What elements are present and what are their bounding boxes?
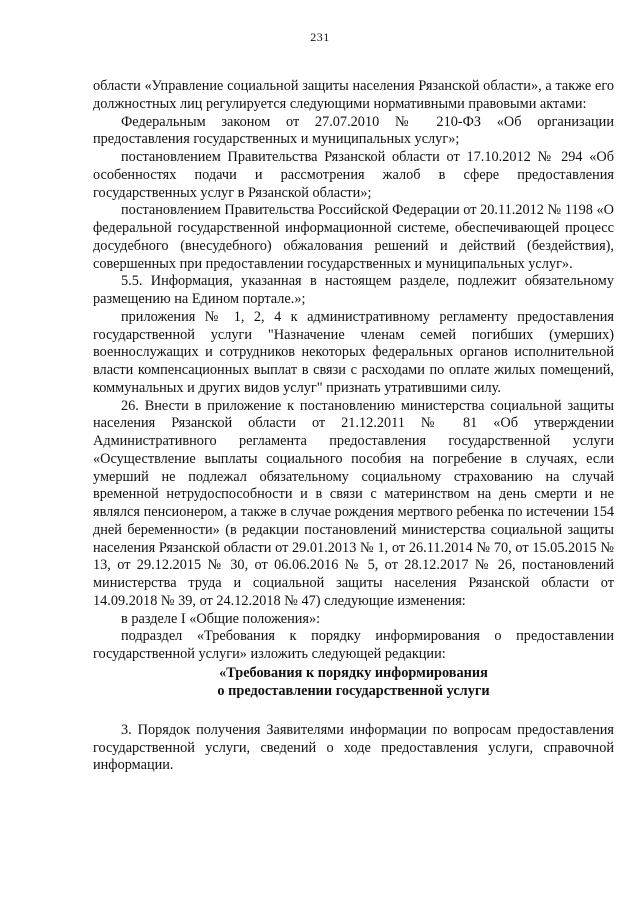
section-heading-line-2: о предоставлении государственной услуги — [217, 682, 490, 699]
paragraph-item-3: 3. Порядок получения Заявителями информации по вопросам предоставления государственной услуги, сведений о ходе предоставления услуги, справочной информации. — [93, 721, 614, 774]
paragraph-federal-law: Федеральным законом от 27.07.2010 № 210-ФЗ «Об организации предоставления государственных и муниципальных услуг»; — [93, 113, 614, 148]
paragraph-section-1: в разделе I «Общие положения»: — [121, 610, 321, 627]
paragraph-continuation: области «Управление социальной защиты населения Рязанской области», а также его должностных лиц регулируется следующими нормативными правовыми актами: — [93, 78, 614, 112]
paragraph-ryazan-resolution: постановлением Правительства Рязанской области от 17.10.2012 № 294 «Об особенностях подачи и рассмотрения жалоб в сфере предоставления государственных услуг в Рязанской области»; — [93, 149, 614, 201]
spacer — [93, 700, 614, 722]
paragraph-appendices: приложения № 1, 2, 4 к административному регламенту предоставления государственной услуги "Назначение членам семей погибших (умерших) военнослужащих и сотрудников некоторых федеральных органов исполнительной власти компенсационных выплат в связи с расходами по оплате жилых помещений, коммунальных и других видов услуг" признать утратившими силу. — [93, 308, 614, 396]
document-body — [93, 78, 614, 775]
section-heading-line-1: «Требования к порядку информирования — [219, 664, 488, 681]
paragraph-subsection: подраздел «Требования к порядку информирования о предоставлении государственной услуги» изложить следующей редакции: — [93, 628, 614, 662]
paragraph-section-5-5: 5.5. Информация, указанная в настоящем разделе, подлежит обязательному размещению на Едином портале.»; — [93, 273, 614, 307]
page-number: 231 — [310, 30, 330, 44]
paragraph-item-26: 26. Внести в приложение к постановлению министерства социальной защиты населения Рязанской области от 21.12.2011 № 81 «Об утверждении Административного регламента предоставления государственной услуги «Осуществление выплаты социального пособия на погребение в случаях, если умерший не подлежал обязательному социальному страхованию на случай временной нетрудоспособности и в связи с материнством на день смерти и не являлся пенсионером, а также в случае рождения мертвого ребенка по истечении 154 дней беременности» (в редакции постановлений министерства социальной защиты населения Рязанской области от 29.01.2013 № 1, от 26.11.2014 № 70, от 15.05.2015 № 13, от 29.12.2015 № 30, от 06.06.2016 № 5, от 28.12.2017 № 26, постановлений министерства труда и социальной защиты населения Рязанской области от 14.09.2018 № 39, от 24.12.2018 № 47) следующие изменения: — [93, 397, 614, 609]
paragraph-rf-resolution: постановлением Правительства Российской Федерации от 20.11.2012 № 1198 «О федеральной государственной информационной системе, обеспечивающей процесс досудебного (внесудебного) обжалования решений и действий (бездействия), совершенных при предоставлении государственных и муниципальных услуг». — [93, 202, 614, 272]
